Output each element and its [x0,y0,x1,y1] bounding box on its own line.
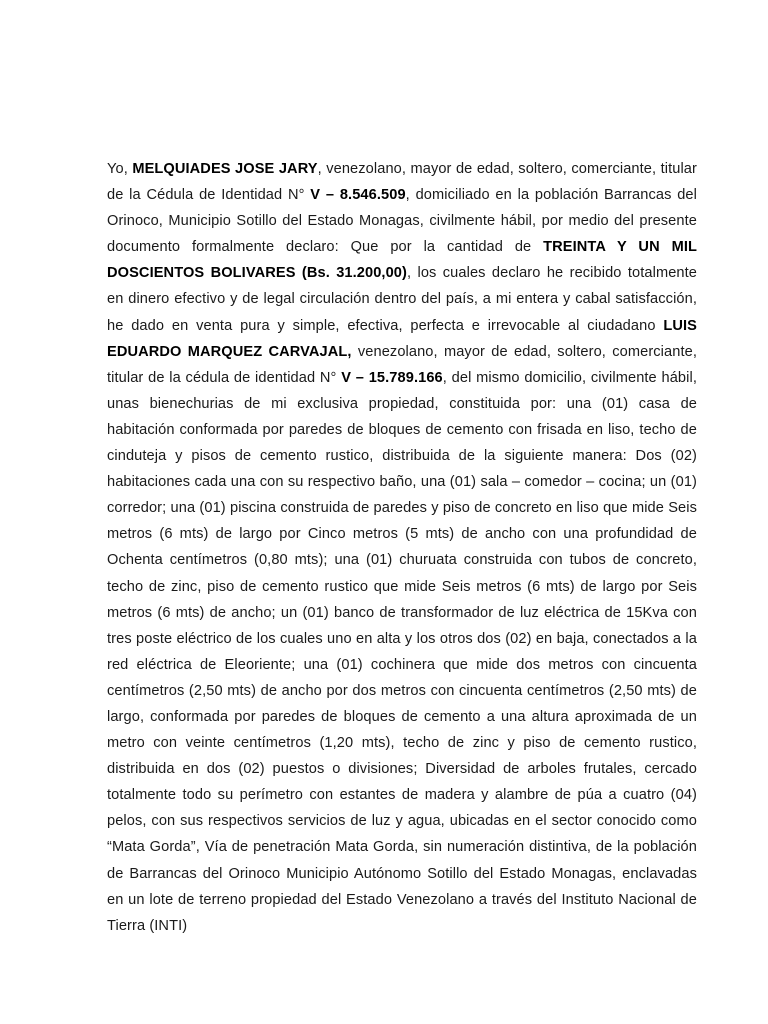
paragraph-run: , domiciliado en la población Barrancas del Orinoco, Municipio Sotillo del Estado Monagas, civilmente hábil, por medio del presente documento formalmente declaro: Que por la cantidad de [107,187,697,256]
buyer-id-number: V – 15.789.166 [341,369,443,386]
paragraph-run: Yo, [107,161,133,177]
seller-id-number: V – 8.546.509 [310,187,406,204]
paragraph-run: venezolano, mayor de edad, soltero, comerciante, titular de la cédula de identidad N° [107,343,697,386]
buyer-name: LUIS EDUARDO MARQUEZ CARVAJAL, [107,317,697,360]
document-paragraph [107,156,697,939]
paragraph-run: , los cuales declaro he recibido totalmente en dinero efectivo y de legal circulación dentro del país, a mi entera y cabal satisfacción, he dado en venta pura y simple, efectiva, perfecta e irrevocable al ciudadano [107,265,698,334]
seller-name: MELQUIADES JOSE JARY [132,161,318,177]
paragraph-run: , venezolano, mayor de edad, soltero, comerciante, titular de la Cédula de Identidad N° [107,161,697,204]
sale-amount: TREINTA Y UN MIL DOSCIENTOS BOLIVARES (Bs. 31.200,00) [107,239,697,282]
paragraph-run: , del mismo domicilio, civilmente hábil, unas bienechurias de mi exclusiva propiedad, constituida por: una (01) casa de habitación conformada por paredes de bloques de cemento con frisada en liso, techo de cinduteja y pisos de cemento rustico, distribuida de la siguiente manera: Dos (02) habitaciones cada una con su respectivo baño, una (01) sala – comedor – cocina; un (01) corredor; una (01) piscina construida de paredes y piso de concreto en liso que mide Seis metros (6 mts) de largo por Cinco metros (5 mts) de ancho con una profundidad de Ochenta centímetros (0,80 mts); una (01) churuata construida con tubos de concreto, techo de zinc, piso de cemento rustico que mide Seis metros (6 mts) de largo por Seis metros (6 mts) de ancho; un (01) banco de transformador de luz eléctrica de 15Kva con tres poste eléctrico de los cuales uno en alta y los otros dos (02) en baja, conectados a la red eléctrica de Eleoriente; una (01) cochinera que mide dos metros con cincuenta centímetros (2,50 mts) de ancho por dos metros con cincuenta centímetros (2,50 mts) de largo, conformada por paredes de bloques de cemento a una altura aproximada de un metro con veinte centímetros (1,20 mts), techo de zinc y piso de cemento rustico, distribuida en dos (02) puestos o divisiones; Diversidad de arboles frutales, cercado totalmente todo su perímetro con estantes de madera y alambre de púa a cuatro (04) pelos, con sus respectivos servicios de luz y agua, ubicadas en el sector conocido como “Mata Gorda”, Vía de penetración Mata Gorda, sin numeración distintiva, de la población de Barrancas del Orinoco Municipio Autónomo Sotillo del Estado Monagas, enclavadas en un lote de terreno propiedad del Estado Venezolano a través del Instituto Nacional de Tierra (INTI) [107,369,697,934]
